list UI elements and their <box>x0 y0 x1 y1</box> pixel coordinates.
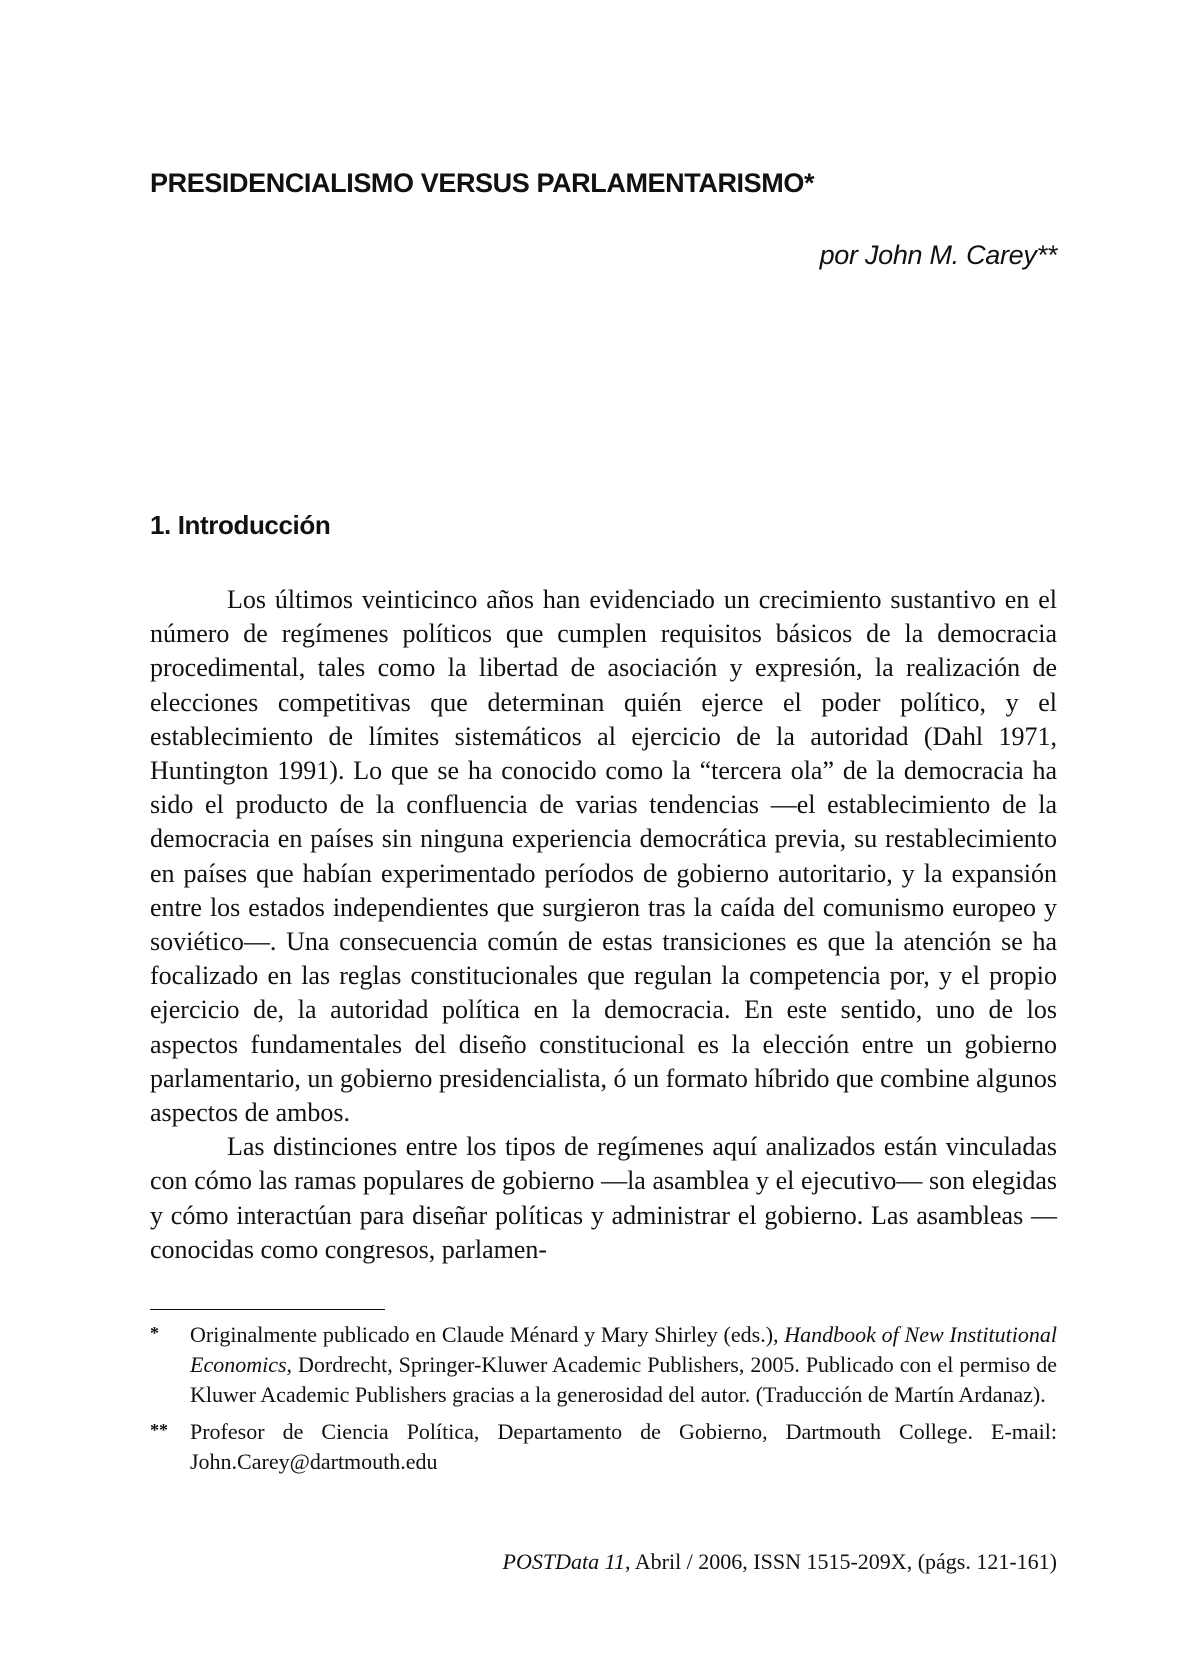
journal-name: POSTData 11 <box>502 1549 625 1574</box>
paragraph: Los últimos veinticinco años han evidenciado un crecimiento sustantivo en el número de regímenes políticos que cumplen requisitos básicos de la democracia procedimental, tales como la libertad de asociación y expresión, la realización de elecciones competitivas que determinan quién ejerce el poder político, y el establecimiento de límites sistemáticos al ejercicio de la autoridad (Dahl 1971, Huntington 1991). Lo que se ha conocido como la “tercera ola” de la democracia ha sido el producto de la confluencia de varias tendencias —el establecimiento de la democracia en países sin ninguna experiencia democrática previa, su restablecimiento en países que habían experimentado períodos de gobierno autoritario, y la expansión entre los estados independientes que surgieron tras la caída del comunismo europeo y soviético—. Una consecuencia común de estas transiciones es que la atención se ha focalizado en las reglas constitucionales que regulan la competencia por, y el propio ejercicio de, la autoridad política en la democracia. En este sentido, uno de los aspectos fundamentales del diseño constitucional es la elección entre un gobierno parlamentario, un gobierno presidencialista, ó un formato híbrido que combine algunos aspectos de ambos. <box>150 585 1057 1128</box>
publication-details: , Abril / 2006, ISSN 1515-209X, (págs. 121-161) <box>624 1549 1057 1574</box>
footnote-divider <box>150 1309 385 1310</box>
footnotes <box>150 1320 1057 1484</box>
footnote-text <box>190 1419 1057 1474</box>
page-footer <box>503 1549 1057 1575</box>
footnote <box>150 1417 1057 1477</box>
footnote-text-part: Profesor de Ciencia Política, Departamento de Gobierno, Dartmouth College. E-mail: John.Carey@dartmouth.edu <box>190 1419 1057 1474</box>
footnote <box>150 1320 1057 1410</box>
body-text <box>150 583 1057 1267</box>
footnote-text-part: Originalmente publicado en Claude Ménard y Mary Shirley (eds.), <box>190 1322 785 1347</box>
footnote-text-part: , Dordrecht, Springer-Kluwer Academic Publishers, 2005. Publicado con el permiso de Kluwer Academic Publishers gracias a la generosidad del autor. (Traducción de Martín Ardanaz). <box>190 1352 1057 1407</box>
article-title: PRESIDENCIALISMO VERSUS PARLAMENTARISMO* <box>150 168 815 198</box>
author-byline: por John M. Carey** <box>819 240 1057 270</box>
section-heading: 1. Introducción <box>150 510 331 540</box>
footnote-mark: ** <box>150 1420 168 1440</box>
footnote-text <box>190 1322 1057 1407</box>
paragraph: Las distinciones entre los tipos de regímenes aquí analizados están vinculadas con cómo las ramas populares de gobierno —la asamblea y el ejecutivo— son elegidas y cómo interactúan para diseñar políticas y administrar el gobierno. Las asambleas —conocidas como congresos, parlamen- <box>150 1132 1057 1264</box>
footnote-book-title: Handbook of New Institutional Economics <box>190 1322 1057 1377</box>
footnote-mark: * <box>150 1323 159 1343</box>
